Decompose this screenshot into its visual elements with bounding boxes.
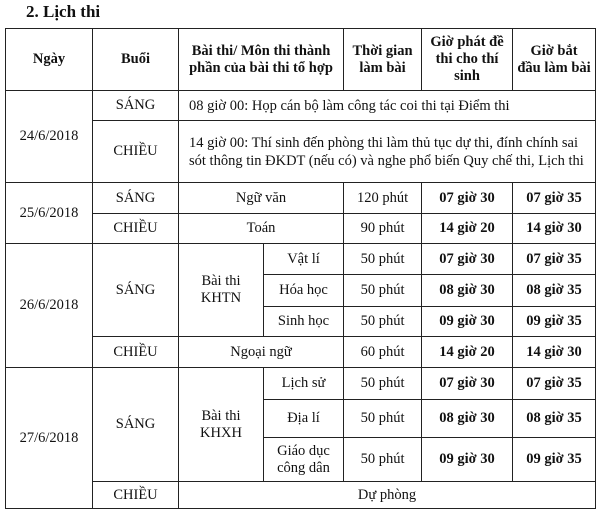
session-cell: SÁNG <box>93 244 179 337</box>
table-row <box>6 368 596 400</box>
release-cell: 07 giờ 30 <box>422 368 513 400</box>
start-cell: 07 giờ 35 <box>513 244 596 275</box>
subject-cell: Ngữ văn <box>179 183 344 214</box>
duration-cell: 50 phút <box>344 244 422 275</box>
session-cell: SÁNG <box>93 91 179 121</box>
header-session: Buổi <box>93 29 179 91</box>
header-day: Ngày <box>6 29 93 91</box>
start-cell: 09 giờ 35 <box>513 438 596 482</box>
note-cell: 14 giờ 00: Thí sinh đến phòng thi làm thủ tục dự thi, đính chính sai sót thông tin ĐKDT (nếu có) và nghe phổ biến Quy chế thi, Lịch thi <box>179 121 596 183</box>
date-cell: 27/6/2018 <box>6 368 93 509</box>
start-cell: 08 giờ 35 <box>513 275 596 307</box>
duration-cell: 50 phút <box>344 307 422 337</box>
duration-cell: 60 phút <box>344 337 422 368</box>
section-heading: 2. Lịch thi <box>26 2 101 21</box>
start-cell: 09 giờ 35 <box>513 307 596 337</box>
session-cell: CHIỀU <box>93 337 179 368</box>
start-cell: 07 giờ 35 <box>513 183 596 214</box>
session-cell: CHIỀU <box>93 214 179 244</box>
exam-schedule-table <box>5 28 596 509</box>
table-row <box>6 337 596 368</box>
table-row <box>6 91 596 121</box>
subject-cell: Toán <box>179 214 344 244</box>
release-cell: 08 giờ 30 <box>422 400 513 438</box>
table-row <box>6 244 596 275</box>
start-cell: 07 giờ 35 <box>513 368 596 400</box>
release-cell: 07 giờ 30 <box>422 244 513 275</box>
start-cell: 08 giờ 35 <box>513 400 596 438</box>
header-duration: Thời gian làm bài <box>344 29 422 91</box>
table-row <box>6 214 596 244</box>
header-subject: Bài thi/ Môn thi thành phần của bài thi tổ hợp <box>179 29 344 91</box>
date-cell: 26/6/2018 <box>6 244 93 368</box>
header-release: Giờ phát đề thi cho thí sinh <box>422 29 513 91</box>
subject-cell: Vật lí <box>264 244 344 275</box>
duration-cell: 50 phút <box>344 438 422 482</box>
duration-cell: 50 phút <box>344 275 422 307</box>
session-cell: CHIỀU <box>93 482 179 509</box>
release-cell: 14 giờ 20 <box>422 214 513 244</box>
header-start: Giờ bắt đầu làm bài <box>513 29 596 91</box>
subject-cell: Ngoại ngữ <box>179 337 344 368</box>
session-cell: SÁNG <box>93 183 179 214</box>
table-row <box>6 121 596 183</box>
release-cell: 14 giờ 20 <box>422 337 513 368</box>
group-cell: Bài thi KHTN <box>179 244 264 337</box>
subject-cell: Sinh học <box>264 307 344 337</box>
duration-cell: 120 phút <box>344 183 422 214</box>
duration-cell: 50 phút <box>344 368 422 400</box>
release-cell: 09 giờ 30 <box>422 438 513 482</box>
date-cell: 24/6/2018 <box>6 91 93 183</box>
release-cell: 09 giờ 30 <box>422 307 513 337</box>
release-cell: 07 giờ 30 <box>422 183 513 214</box>
subject-cell: Giáo dục công dân <box>264 438 344 482</box>
duration-cell: 50 phút <box>344 400 422 438</box>
session-cell: SÁNG <box>93 368 179 482</box>
subject-cell: Hóa học <box>264 275 344 307</box>
release-cell: 08 giờ 30 <box>422 275 513 307</box>
duration-cell: 90 phút <box>344 214 422 244</box>
session-cell: CHIỀU <box>93 121 179 183</box>
start-cell: 14 giờ 30 <box>513 337 596 368</box>
subject-cell: Địa lí <box>264 400 344 438</box>
subject-cell: Lịch sử <box>264 368 344 400</box>
start-cell: 14 giờ 30 <box>513 214 596 244</box>
table-row <box>6 183 596 214</box>
date-cell: 25/6/2018 <box>6 183 93 244</box>
subject-cell: Dự phòng <box>179 482 596 509</box>
group-cell: Bài thi KHXH <box>179 368 264 482</box>
header-row <box>6 29 596 91</box>
note-cell: 08 giờ 00: Họp cán bộ làm công tác coi thi tại Điểm thi <box>179 91 596 121</box>
table-row <box>6 482 596 509</box>
